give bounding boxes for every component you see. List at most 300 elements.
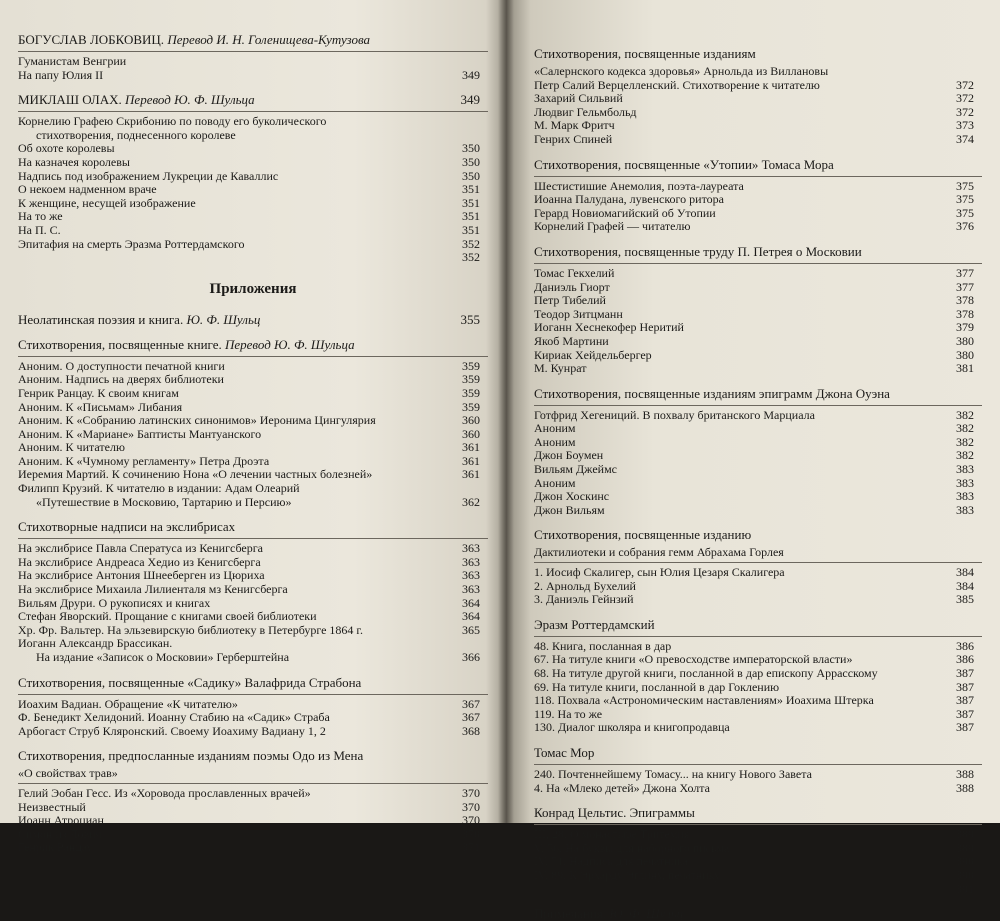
page-number: 370: [462, 826, 480, 841]
toc-entry[interactable]: [534, 504, 974, 518]
page-number: 384: [956, 565, 974, 580]
toc-entry[interactable]: [18, 637, 480, 651]
entry-title: Вильям Джеймс: [534, 462, 617, 477]
page-number: 363: [462, 554, 480, 569]
toc-entry[interactable]: [534, 640, 974, 654]
entry-title: Генрик Ранцау: [18, 840, 93, 855]
toc-entry[interactable]: [18, 441, 480, 455]
toc-entry[interactable]: [534, 566, 974, 580]
section-heading: [18, 312, 480, 327]
book-gutter: [498, 0, 514, 823]
entry-title: «Путешествие в Московию, Тартарию и Персию»: [36, 494, 292, 509]
heading-text: Стихотворения, посвященные «Утопии» Томаса Мора: [534, 156, 834, 172]
toc-entry[interactable]: [18, 360, 480, 374]
toc-entry[interactable]: [18, 828, 480, 842]
page-number: 359: [462, 399, 480, 414]
entry-title: Арбогаст Струб Кляронский. Своему Иоахиму Вадиану 1, 2: [18, 723, 326, 738]
page-number: 364: [462, 595, 480, 610]
entry-title: Эпитафия на смерть Эразма Роттердамского: [18, 236, 245, 251]
toc-entry[interactable]: [18, 624, 480, 638]
page-number: 367: [462, 710, 480, 725]
toc-entry[interactable]: [18, 224, 480, 238]
entry-title: 48. Книга, посланная в дар: [534, 638, 672, 653]
section-heading: [18, 32, 480, 47]
translator-credit: Ю. Ф. Шульц: [609, 906, 684, 921]
toc-entry[interactable]: [534, 436, 974, 450]
toc-entry[interactable]: [534, 133, 974, 147]
page-number: 350: [462, 168, 480, 183]
section-heading: [18, 675, 480, 690]
divider: [534, 263, 982, 264]
toc-entry[interactable]: [18, 610, 480, 624]
page-number: 379: [956, 320, 974, 335]
heading-text: Конрад Цельтис. Эпиграммы: [534, 805, 695, 821]
toc-entry[interactable]: [534, 855, 974, 869]
toc-entry[interactable]: [18, 482, 480, 496]
page-number: 378: [956, 306, 974, 321]
page-number: 378: [956, 293, 974, 308]
page-number: 361: [462, 440, 480, 455]
divider: [18, 694, 488, 695]
page-number: 367: [462, 696, 480, 711]
toc-entry[interactable]: [18, 468, 480, 482]
page-number: 380: [956, 333, 974, 348]
section-heading: [18, 92, 480, 107]
entry-title: Шестистишие Анемолия, поэта-лауреата: [534, 178, 744, 193]
entry-title: Генрих Спиней: [534, 131, 613, 146]
toc-entry[interactable]: [18, 651, 480, 665]
toc-entry[interactable]: [18, 115, 480, 129]
toc-entry[interactable]: [534, 708, 974, 722]
page-number: 383: [956, 475, 974, 490]
section-heading: [18, 337, 480, 352]
page-number: 350: [462, 141, 480, 156]
page-number: 376: [956, 219, 974, 234]
heading-text: Стихотворения, посвященные «Садику» Валафрида Страбона: [18, 674, 362, 690]
toc-entry[interactable]: [534, 193, 974, 207]
entry-title: Симон из Лович: [18, 826, 102, 841]
page-number: 370: [462, 799, 480, 814]
toc-entry[interactable]: [18, 197, 480, 211]
page-number: 362: [462, 494, 480, 509]
page-number: 350: [462, 154, 480, 169]
entry-title: На казначея королевы: [18, 154, 130, 169]
entry-title: Теодор Зитцманн: [534, 306, 623, 321]
toc-entry[interactable]: [18, 129, 480, 143]
toc-entry[interactable]: [534, 883, 974, 897]
entry-title: Гелий Эобан Гесс. Из «Хоровода прославленных врачей»: [18, 785, 311, 800]
entry-title: Иоганн Хеснекофер Неритий: [534, 320, 684, 335]
entry-title: 69. На титуле книги, посланной в дар Гоклению: [534, 679, 780, 694]
heading-text: Томас Мор: [534, 744, 595, 760]
page-number: 387: [956, 693, 974, 708]
entry-title: На П. С.: [18, 222, 61, 237]
page-number: 351: [462, 182, 480, 197]
page-number: 377: [956, 279, 974, 294]
heading-text: Стихотворения, предпосланные изданиям поэмы Одо из Мена: [18, 748, 364, 764]
divider: [534, 562, 982, 563]
toc-entry[interactable]: [534, 546, 974, 560]
section-heading: [534, 906, 974, 921]
page-number: 380: [956, 347, 974, 362]
toc-entry[interactable]: [534, 768, 974, 782]
toc-entry[interactable]: [534, 349, 974, 363]
toc-entry[interactable]: [534, 477, 974, 491]
right-page: [506, 0, 1000, 921]
entry-title: III, 28. О монастыре Тритемия: [534, 827, 690, 842]
toc-entry[interactable]: [534, 580, 974, 594]
toc-entry[interactable]: [534, 180, 974, 194]
toc-entry[interactable]: [534, 828, 974, 842]
entry-title: 4. На «Млеко детей» Джона Холта: [534, 780, 711, 795]
divider: [534, 824, 982, 825]
toc-entry[interactable]: [18, 142, 480, 156]
divider: [18, 538, 488, 539]
page-number: 375: [956, 192, 974, 207]
page-number: 372: [956, 91, 974, 106]
page-number: 363: [462, 582, 480, 597]
entry-title: Аноним. К «Чумному регламенту» Петра Дроэта: [18, 453, 270, 468]
page-number: 374: [956, 131, 974, 146]
page-number: 391: [956, 881, 974, 896]
entry-title: Об охоте королевы: [18, 141, 115, 156]
toc-entry[interactable]: [534, 721, 974, 735]
entry-title: 118. Похвала «Астрономическим наставлениям» Иоахима Штерка: [534, 693, 874, 708]
entry-title: Аноним: [534, 421, 576, 436]
entry-title: Аноним. К «Мариане» Баптисты Мантуанского: [18, 426, 262, 441]
page-number: 371: [462, 840, 480, 855]
heading-text: Стихотворения, посвященные изданиям: [534, 46, 756, 61]
entry-title: Иоахим Вадиан. Обращение «К читателю»: [18, 696, 238, 711]
toc-entry[interactable]: [18, 801, 480, 815]
toc-entry[interactable]: [534, 593, 974, 607]
toc-entry[interactable]: [534, 106, 974, 120]
entry-title: Аноним: [534, 475, 576, 490]
toc-entry[interactable]: [18, 583, 480, 597]
page-number: 383: [956, 462, 974, 477]
page-number: 361: [462, 467, 480, 482]
page-number: 360: [462, 426, 480, 441]
heading-text: Примечания.: [534, 906, 610, 921]
entry-title: Филипп Крузий. К читателю в издании: Адам Олеарий: [18, 481, 300, 496]
entry-title: Иоганн Александр Брассикан.: [18, 636, 173, 651]
entry-title: Аноним. Надпись на дверях библиотеки: [18, 372, 224, 387]
section-heading: [534, 157, 974, 172]
left-page: [0, 0, 506, 855]
entry-title: IV, 71. Надпись для печатника: [534, 854, 689, 869]
divider: [18, 51, 488, 52]
entry-title: Джон Боумен: [534, 448, 604, 463]
page-number: 360: [462, 413, 480, 428]
toc-entry[interactable]: [18, 814, 480, 828]
page-number: 387: [956, 679, 974, 694]
page-number: 389: [956, 840, 974, 855]
page-number: 351: [462, 209, 480, 224]
toc-entry[interactable]: [534, 281, 974, 295]
page-number: 386: [956, 652, 974, 667]
entry-title: Аноним. К «Собранию латинских синонимов» Иеронима Цингулярия: [18, 413, 376, 428]
toc-entry[interactable]: [18, 455, 480, 469]
page-number: 383: [956, 502, 974, 517]
toc-entry[interactable]: [18, 373, 480, 387]
toc-entry[interactable]: [18, 428, 480, 442]
heading-text: Стихотворения, посвященные изданию: [534, 527, 752, 543]
page-number: 382: [956, 448, 974, 463]
entry-title: М. Марк Фритч: [534, 118, 615, 133]
page-number: 390: [956, 854, 974, 869]
page-number: 352: [462, 236, 480, 251]
entry-title: К женщине, несущей изображение: [18, 195, 196, 210]
page-number: 372: [956, 77, 974, 92]
page-number: 349: [462, 67, 480, 82]
toc-entry[interactable]: [534, 653, 974, 667]
page-number: 370: [462, 785, 480, 800]
page-number: 390: [956, 867, 974, 882]
page-number: 375: [956, 178, 974, 193]
page-number: 387: [956, 720, 974, 735]
entry-title: Иеремия Мартий. К сочинению Нона «О лечении частных болезней»: [18, 467, 373, 482]
page-number: 361: [462, 453, 480, 468]
heading-text: Стихотворные надписи на экслибрисах: [18, 519, 236, 535]
page-number: 373: [956, 118, 974, 133]
page-number: 381: [956, 361, 974, 376]
page-number: 387: [956, 706, 974, 721]
page-number: 388: [956, 766, 974, 781]
entry-title: стихотворения, поднесенного королеве: [36, 127, 236, 142]
entry-title: Иоанн Атроциан: [18, 813, 104, 828]
entry-title: 130. Диалог школяра и книгопродавца: [534, 720, 730, 735]
entry-title: Надпись под изображением Лукреции де Каваллис: [18, 168, 279, 183]
page-number: 352: [462, 250, 480, 265]
toc-entry[interactable]: [534, 294, 974, 308]
divider: [18, 111, 488, 112]
toc-entry[interactable]: [18, 698, 480, 712]
heading-text: Эразм Роттердамский: [534, 616, 655, 632]
toc-entry[interactable]: [18, 387, 480, 401]
toc-entry[interactable]: [18, 569, 480, 583]
entry-title: Хр. Фр. Вальтер. На эльзевирскую библиотеку в Петербурге 1864 г.: [18, 622, 363, 637]
entry-title: Людвиг Гельмбольд: [534, 104, 637, 119]
entry-title: 68. На титуле другой книги, посланной в дар епископу Аррасскому: [534, 666, 878, 680]
entry-title: 1. Иосиф Скалигер, сын Юлия Цезаря Скалигера: [534, 565, 785, 580]
entry-title: «Салернского кодекса здоровья» Арнольда из Виллановы: [534, 64, 829, 78]
entry-title: Захарий Сильвий: [534, 91, 623, 106]
entry-title: 3. Даниэль Гейнзий: [534, 592, 634, 607]
page-number: 386: [956, 638, 974, 653]
toc-entry[interactable]: [534, 667, 974, 681]
page-number: 387: [956, 666, 974, 680]
page-number: 364: [462, 609, 480, 624]
heading-text: Стихотворения, посвященные труду П. Петрея о Московии: [534, 243, 862, 259]
entry-title: Аноним. К «Письмам» Либания: [18, 399, 183, 414]
toc-entry[interactable]: [534, 335, 974, 349]
page-number: 377: [956, 265, 974, 280]
entry-title: 2. Арнольд Бухелий: [534, 578, 636, 593]
toc-entry[interactable]: [534, 449, 974, 463]
entry-title: Якоб Мартини: [534, 333, 609, 348]
page-number: 363: [462, 568, 480, 583]
page-number: 388: [956, 780, 974, 795]
toc-entry[interactable]: [534, 362, 974, 376]
toc-entry[interactable]: [18, 156, 480, 170]
page-number: 368: [462, 723, 480, 738]
toc-entry[interactable]: [534, 422, 974, 436]
page-number: 363: [462, 541, 480, 556]
toc-entry[interactable]: [534, 321, 974, 335]
toc-entry[interactable]: [18, 170, 480, 184]
toc-entry[interactable]: [18, 725, 480, 739]
entry-title: Готфрид Хегениций. В похвалу британского Марциала: [534, 407, 815, 422]
entry-title: Томас Гекхелий: [534, 265, 615, 280]
toc-entry[interactable]: [18, 556, 480, 570]
entry-title: 240. Почтеннейшему Томасу... на книгу Нового Завета: [534, 766, 812, 781]
entry-title: Неизвестный: [18, 799, 86, 814]
entry-title: На то же: [18, 209, 63, 224]
entry-title: 119. На то же: [534, 706, 603, 721]
entry-title: Петр Салий Верцелленский. Стихотворение к читателю: [534, 77, 820, 92]
entry-title: Джон Вильям: [534, 502, 605, 517]
toc-entry[interactable]: [18, 251, 480, 265]
toc-entry[interactable]: [18, 183, 480, 197]
section-heading: [534, 527, 974, 542]
toc-entry[interactable]: [18, 542, 480, 556]
toc-entry[interactable]: [534, 267, 974, 281]
page-number: 383: [956, 489, 974, 504]
page-number: 351: [462, 195, 480, 210]
translator-credit: Перевод Ю. Ф. Шульца: [125, 92, 255, 108]
page-number: 384: [956, 578, 974, 593]
divider: [18, 783, 488, 784]
entry-title: На экслибрисе Михаила Лилиенталя мз Кенигсберга: [18, 582, 288, 597]
toc-entry[interactable]: [534, 490, 974, 504]
entry-title: Вильям Друри. О рукописях и книгах: [18, 595, 211, 610]
entry-title: На папу Юлия II: [18, 67, 104, 82]
section-heading: [18, 748, 480, 763]
toc-entry[interactable]: [534, 463, 974, 477]
entry-title: Джон Хоскинс: [534, 489, 610, 504]
page-number: 351: [462, 222, 480, 237]
divider: [18, 356, 488, 357]
entry-title: Корнелию Графею Скрибонию по поводу его буколического: [18, 114, 327, 129]
page-number: 382: [956, 407, 974, 422]
toc-entry[interactable]: [18, 414, 480, 428]
entry-title: На экслибрисе Антония Шнееберген из Цюриха: [18, 568, 265, 583]
heading-text: Стихотворения, посвященные книге.: [18, 336, 225, 352]
page-number: 359: [462, 372, 480, 387]
toc-entry[interactable]: [18, 238, 480, 252]
divider: [534, 764, 982, 765]
entry-title: Иоанна Палудана, лувенского ритора: [534, 192, 725, 207]
toc-entry[interactable]: [18, 597, 480, 611]
heading-text: МИКЛАШ ОЛАХ.: [18, 92, 126, 108]
section-heading: [534, 386, 974, 401]
toc-entry[interactable]: [534, 842, 974, 856]
translator-credit: Ю. Ф. Шульц: [186, 311, 261, 327]
entry-title: На издание «Записок о Московии» Герберштейна: [36, 650, 290, 664]
page-number: 385: [956, 592, 974, 607]
divider: [534, 636, 982, 637]
toc-entry[interactable]: [18, 787, 480, 801]
page-number: 389: [956, 827, 974, 842]
entry-title: Кириак Хейдельбергер: [534, 347, 652, 362]
toc-entry[interactable]: [18, 767, 480, 781]
entry-title: Генрик Ранцау. К своим книгам: [18, 385, 179, 400]
section-heading: [534, 244, 974, 259]
toc-entry[interactable]: [534, 79, 974, 93]
page-number: 355: [460, 311, 480, 327]
entry-title: Стефан Яворский. Прощание с книгами своей библиотеки: [18, 609, 317, 624]
toc-entry[interactable]: [18, 496, 480, 510]
entry-title: Аноним. К читателю: [18, 440, 125, 455]
section-heading: [534, 46, 974, 61]
toc-entry[interactable]: [534, 869, 974, 883]
toc-entry[interactable]: [534, 782, 974, 796]
toc-entry[interactable]: [534, 119, 974, 133]
toc-entry[interactable]: [534, 92, 974, 106]
entry-title: Герард Новиомагийский об Утопии: [534, 205, 716, 220]
page-number: 359: [462, 385, 480, 400]
entry-title: О некоем надменном враче: [18, 182, 157, 197]
entry-title: V, 56. На буквы для наборного письма: [534, 840, 730, 855]
entry-title: Дактилиотеки и собрания гемм Абрахама Горлея: [534, 545, 784, 560]
entry-title: На экслибрисе Павла Сператуса из Кенигсберга: [18, 541, 263, 556]
page-number: 366: [462, 650, 480, 664]
page-number: 365: [462, 622, 480, 637]
page-number: 370: [462, 813, 480, 828]
toc-entry[interactable]: [18, 841, 480, 855]
entry-title: Корнелий Графей — читателю: [534, 219, 691, 234]
toc-entry[interactable]: [18, 69, 480, 83]
section-heading: [534, 805, 974, 820]
page-number: 349: [460, 92, 480, 108]
page-number: 382: [956, 421, 974, 436]
toc-entry[interactable]: [534, 207, 974, 221]
translator-credit: Перевод Ю. Ф. Шульца: [224, 336, 355, 352]
heading-text: БОГУСЛАВ ЛОБКОВИЦ.: [18, 32, 168, 47]
entry-title: IV, 89. К Эрхарду Эглину, печатнику: [534, 867, 721, 882]
entry-title: М. Кунрат: [534, 361, 587, 376]
section-heading: [534, 745, 974, 760]
toc-entry[interactable]: [18, 210, 480, 224]
heading-text: Стихотворения, посвященные изданиям эпиграмм Джона Оуэна: [534, 385, 890, 401]
divider: [534, 176, 982, 177]
toc-entry[interactable]: [18, 55, 480, 69]
page-number: 375: [956, 205, 974, 220]
toc-entry[interactable]: [534, 409, 974, 423]
toc-entry[interactable]: [534, 694, 974, 708]
section-heading: [534, 617, 974, 632]
toc-entry[interactable]: [18, 711, 480, 725]
section-title: Приложения: [209, 280, 297, 297]
entry-title: Ф. Бенедикт Хелидоний. Иоанну Стабию на «Садик» Страба: [18, 710, 330, 725]
section-heading: [18, 519, 480, 534]
toc-entry[interactable]: [534, 220, 974, 234]
entry-title: На экслибрисе Андреаса Хедио из Кенигсберга: [18, 554, 261, 569]
page-number: 359: [462, 358, 480, 373]
entry-title: Аноним. О доступности печатной книги: [18, 358, 225, 373]
entry-title: Даниэль Гиорт: [534, 279, 610, 294]
toc-entry[interactable]: [534, 65, 974, 79]
toc-entry[interactable]: [534, 681, 974, 695]
page-number: 372: [956, 104, 974, 119]
entry-title: Петр Тибелий: [534, 293, 606, 308]
toc-entry[interactable]: [18, 401, 480, 415]
toc-entry[interactable]: [534, 308, 974, 322]
page-number: 382: [956, 434, 974, 449]
divider: [534, 405, 982, 406]
heading-text: Неолатинская поэзия и книга.: [18, 311, 187, 327]
entry-title: 67. На титуле книги «О превосходстве императорской власти»: [534, 652, 853, 667]
